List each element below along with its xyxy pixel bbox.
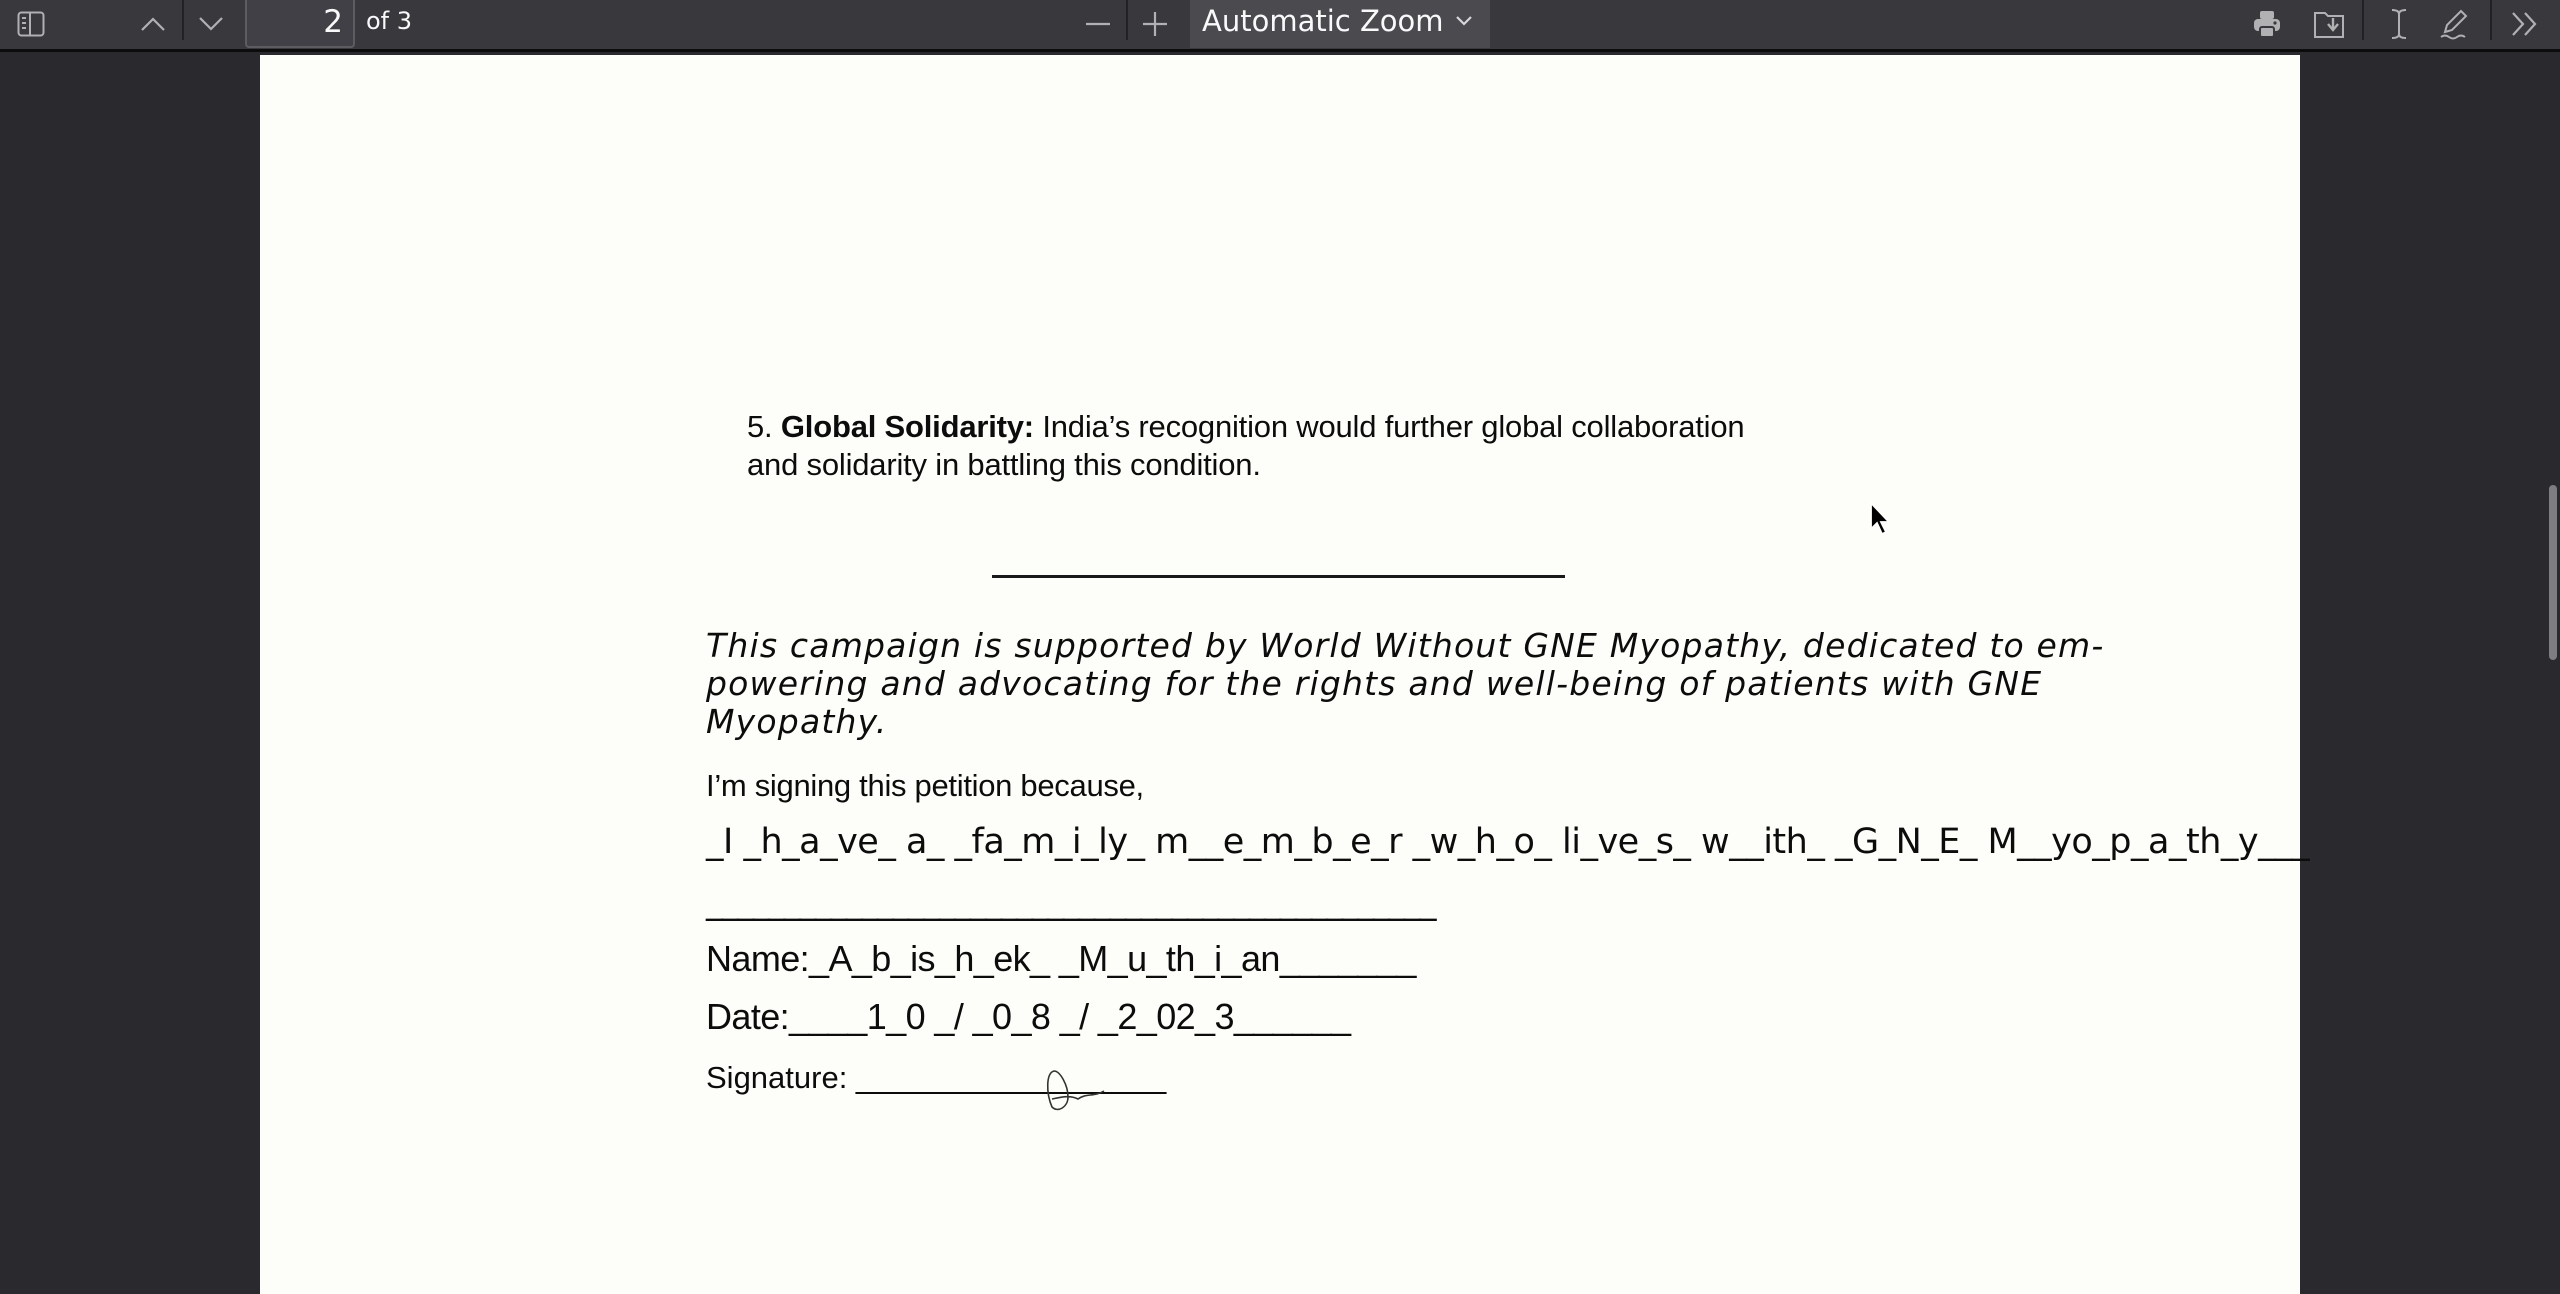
handwritten-signature [1040, 1063, 1120, 1113]
previous-page-button[interactable] [130, 4, 176, 44]
more-tools-button[interactable] [2502, 4, 2548, 44]
document-viewer[interactable] [0, 55, 2560, 1294]
zoom-level-value: Automatic Zoom [1202, 4, 1444, 38]
list-item-number: 5. [747, 409, 773, 444]
download-icon [2313, 9, 2345, 39]
toolbar-divider [2362, 0, 2364, 40]
signing-reason-value: _I _h_a_ve_ a_ _fa_m_i_ly_ m__e_m_b_e_r _w_h_o_ li_ve_s_ w__ith_ _G_N_E_ M__yo_p_a_th_y___ [706, 822, 2310, 862]
list-item-title: Global Solidarity: [780, 409, 1034, 444]
save-download-button[interactable] [2306, 4, 2352, 44]
sidebar-toggle-icon [17, 11, 45, 37]
campaign-note-line: powering and advocating for the rights and well-being of patients with GNE [706, 664, 2043, 703]
list-item-text: India’s recognition would further global collaboration [1033, 409, 1745, 444]
signature-field: Signature: __________________ [706, 1060, 1167, 1095]
vertical-scrollbar[interactable] [2549, 485, 2557, 660]
section-divider [992, 575, 1565, 578]
printer-icon [2252, 9, 2282, 39]
pdf-toolbar [0, 0, 2560, 52]
next-page-button[interactable] [188, 4, 234, 44]
campaign-note-line: Myopathy. [706, 702, 888, 741]
campaign-note-line: This campaign is supported by World Without GNE Myopathy, dedicated to em- [706, 626, 2105, 665]
mouse-cursor-icon [1869, 501, 1893, 537]
campaign-note [706, 627, 2105, 741]
print-button[interactable] [2244, 4, 2290, 44]
zoom-level-select[interactable] [1190, 0, 1490, 48]
draw-tool-button[interactable] [2432, 4, 2478, 44]
blank-fill-line: _______________________________________________ [706, 882, 1435, 922]
list-item-global-solidarity [747, 408, 1744, 484]
list-item-text-continued: and solidarity in battling this condition. [747, 447, 1261, 482]
date-field: Date:____1_0 _/ _0_8 _/ _2_02_3______ [706, 996, 1351, 1037]
toolbar-divider [182, 0, 184, 40]
minus-icon [1085, 22, 1111, 26]
text-tool-button[interactable] [2376, 4, 2422, 44]
name-field: Name:_A_b_is_h_ek_ _M_u_th_i_an_______ [706, 938, 1416, 979]
signing-reason-label: I’m signing this petition because, [706, 768, 1144, 803]
sidebar-toggle-button[interactable] [8, 4, 54, 44]
chevron-up-icon [140, 16, 166, 32]
double-chevron-right-icon [2510, 11, 2540, 37]
toolbar-divider [2490, 0, 2492, 40]
plus-icon [1142, 11, 1168, 37]
zoom-out-button[interactable] [1075, 4, 1121, 44]
page-count-label: of 3 [366, 7, 413, 35]
text-cursor-icon [2389, 8, 2409, 40]
page-number-input[interactable]: 2 [245, 0, 355, 48]
toolbar-divider [1126, 0, 1128, 40]
pdf-page [260, 55, 2310, 1294]
zoom-in-button[interactable] [1132, 4, 1178, 44]
pencil-icon [2439, 8, 2471, 40]
chevron-down-icon [1454, 0, 1474, 53]
chevron-down-icon [198, 16, 224, 32]
